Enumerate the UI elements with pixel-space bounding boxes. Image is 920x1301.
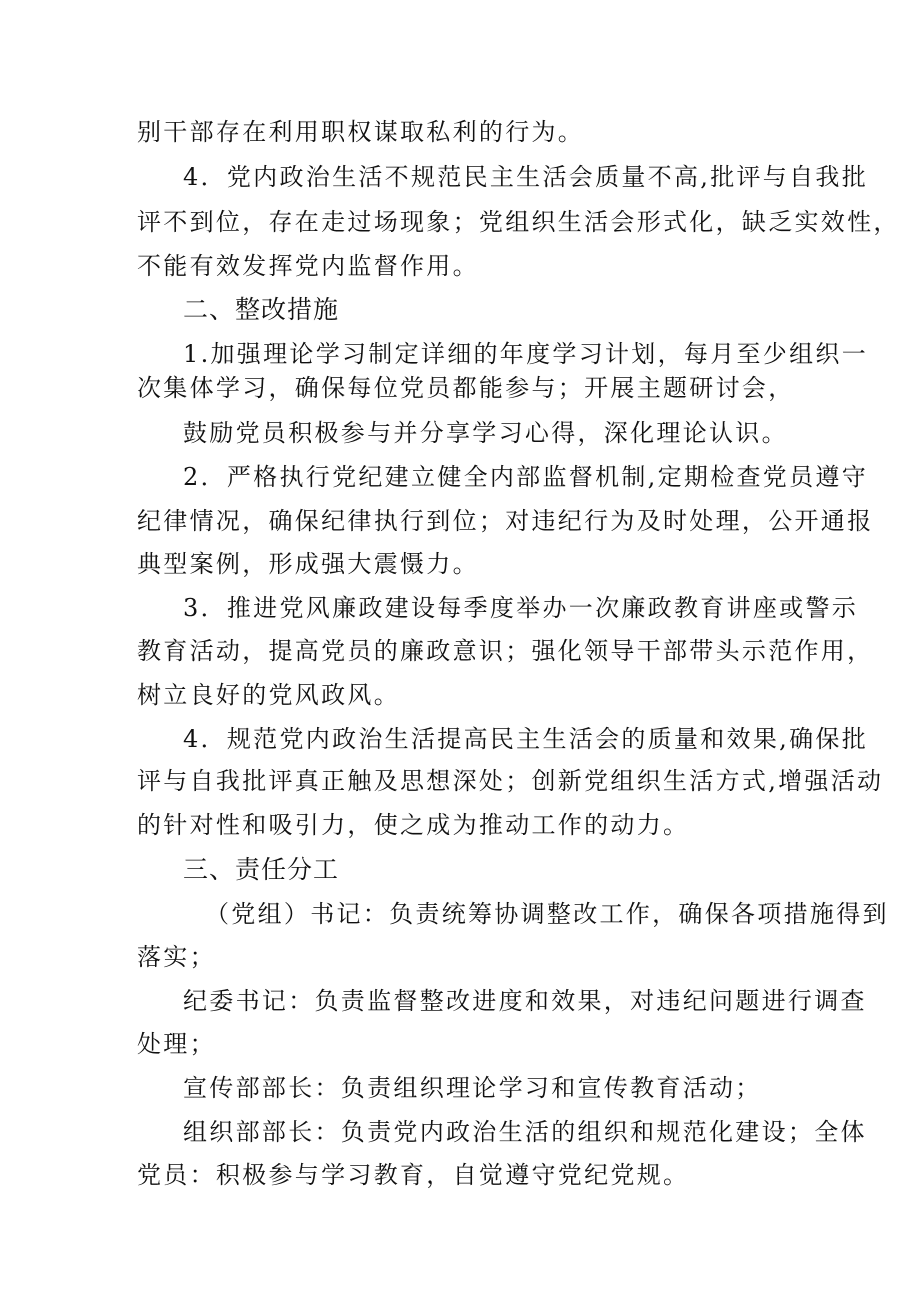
text-line: 落实； <box>137 943 216 971</box>
text-line: 4．党内政治生活不规范民主生活会质量不高,批评与自我批 <box>183 163 868 191</box>
text-line: 纪委书记：负责监督整改进度和效果，对违纪问题进行调查 <box>183 987 867 1015</box>
text-line: 评与自我批评真正触及思想深处；创新党组织生活方式,增强活动 <box>137 767 884 795</box>
text-line: 纪律情况，确保纪律执行到位；对违纪行为及时处理，公开通报 <box>137 507 874 535</box>
text-line: 2．严格执行党纪建立健全内部监督机制,定期检查党员遵守 <box>183 463 868 491</box>
text-line: 宣传部部长：负责组织理论学习和宣传教育活动； <box>183 1074 762 1102</box>
text-line: 3．推进党风廉政建设每季度举办一次廉政教育讲座或警示 <box>183 594 859 622</box>
text-line: 党员：积极参与学习教育，自觉遵守党纪党规。 <box>137 1161 690 1189</box>
text-line: 鼓励党员积极参与并分享学习心得，深化理论认识。 <box>183 419 788 447</box>
text-line: 别干部存在利用职权谋取私利的行为。 <box>137 118 585 146</box>
text-line: 树立良好的党风政风。 <box>137 681 400 709</box>
section-heading-measures: 二、整改措施 <box>183 295 340 324</box>
section-heading-responsibilities: 三、责任分工 <box>183 855 340 884</box>
text-line: 处理； <box>137 1030 216 1058</box>
text-line: 不能有效发挥党内监督作用。 <box>137 252 479 280</box>
text-line: 评不到位，存在走过场现象；党组织生活会形式化，缺乏实效性， <box>137 208 900 236</box>
text-line: 典型案例，形成强大震慑力。 <box>137 550 479 578</box>
text-line: 的针对性和吸引力，使之成为推动工作的动力。 <box>137 811 690 839</box>
text-line: （党组）书记：负责统筹协调整改工作，确保各项措施得到 <box>205 900 889 928</box>
text-line: 1.加强理论学习制定详细的年度学习计划，每月至少组织一 <box>183 340 868 368</box>
text-line: 4．规范党内政治生活提高民主生活会的质量和效果,确保批 <box>183 725 868 753</box>
text-line: 教育活动，提高党员的廉政意识；强化领导干部带头示范作用， <box>137 637 874 665</box>
text-line: 次集体学习，确保每位党员都能参与；开展主题研讨会， <box>137 374 795 402</box>
text-line: 组织部部长：负责党内政治生活的组织和规范化建设；全体 <box>183 1118 867 1146</box>
